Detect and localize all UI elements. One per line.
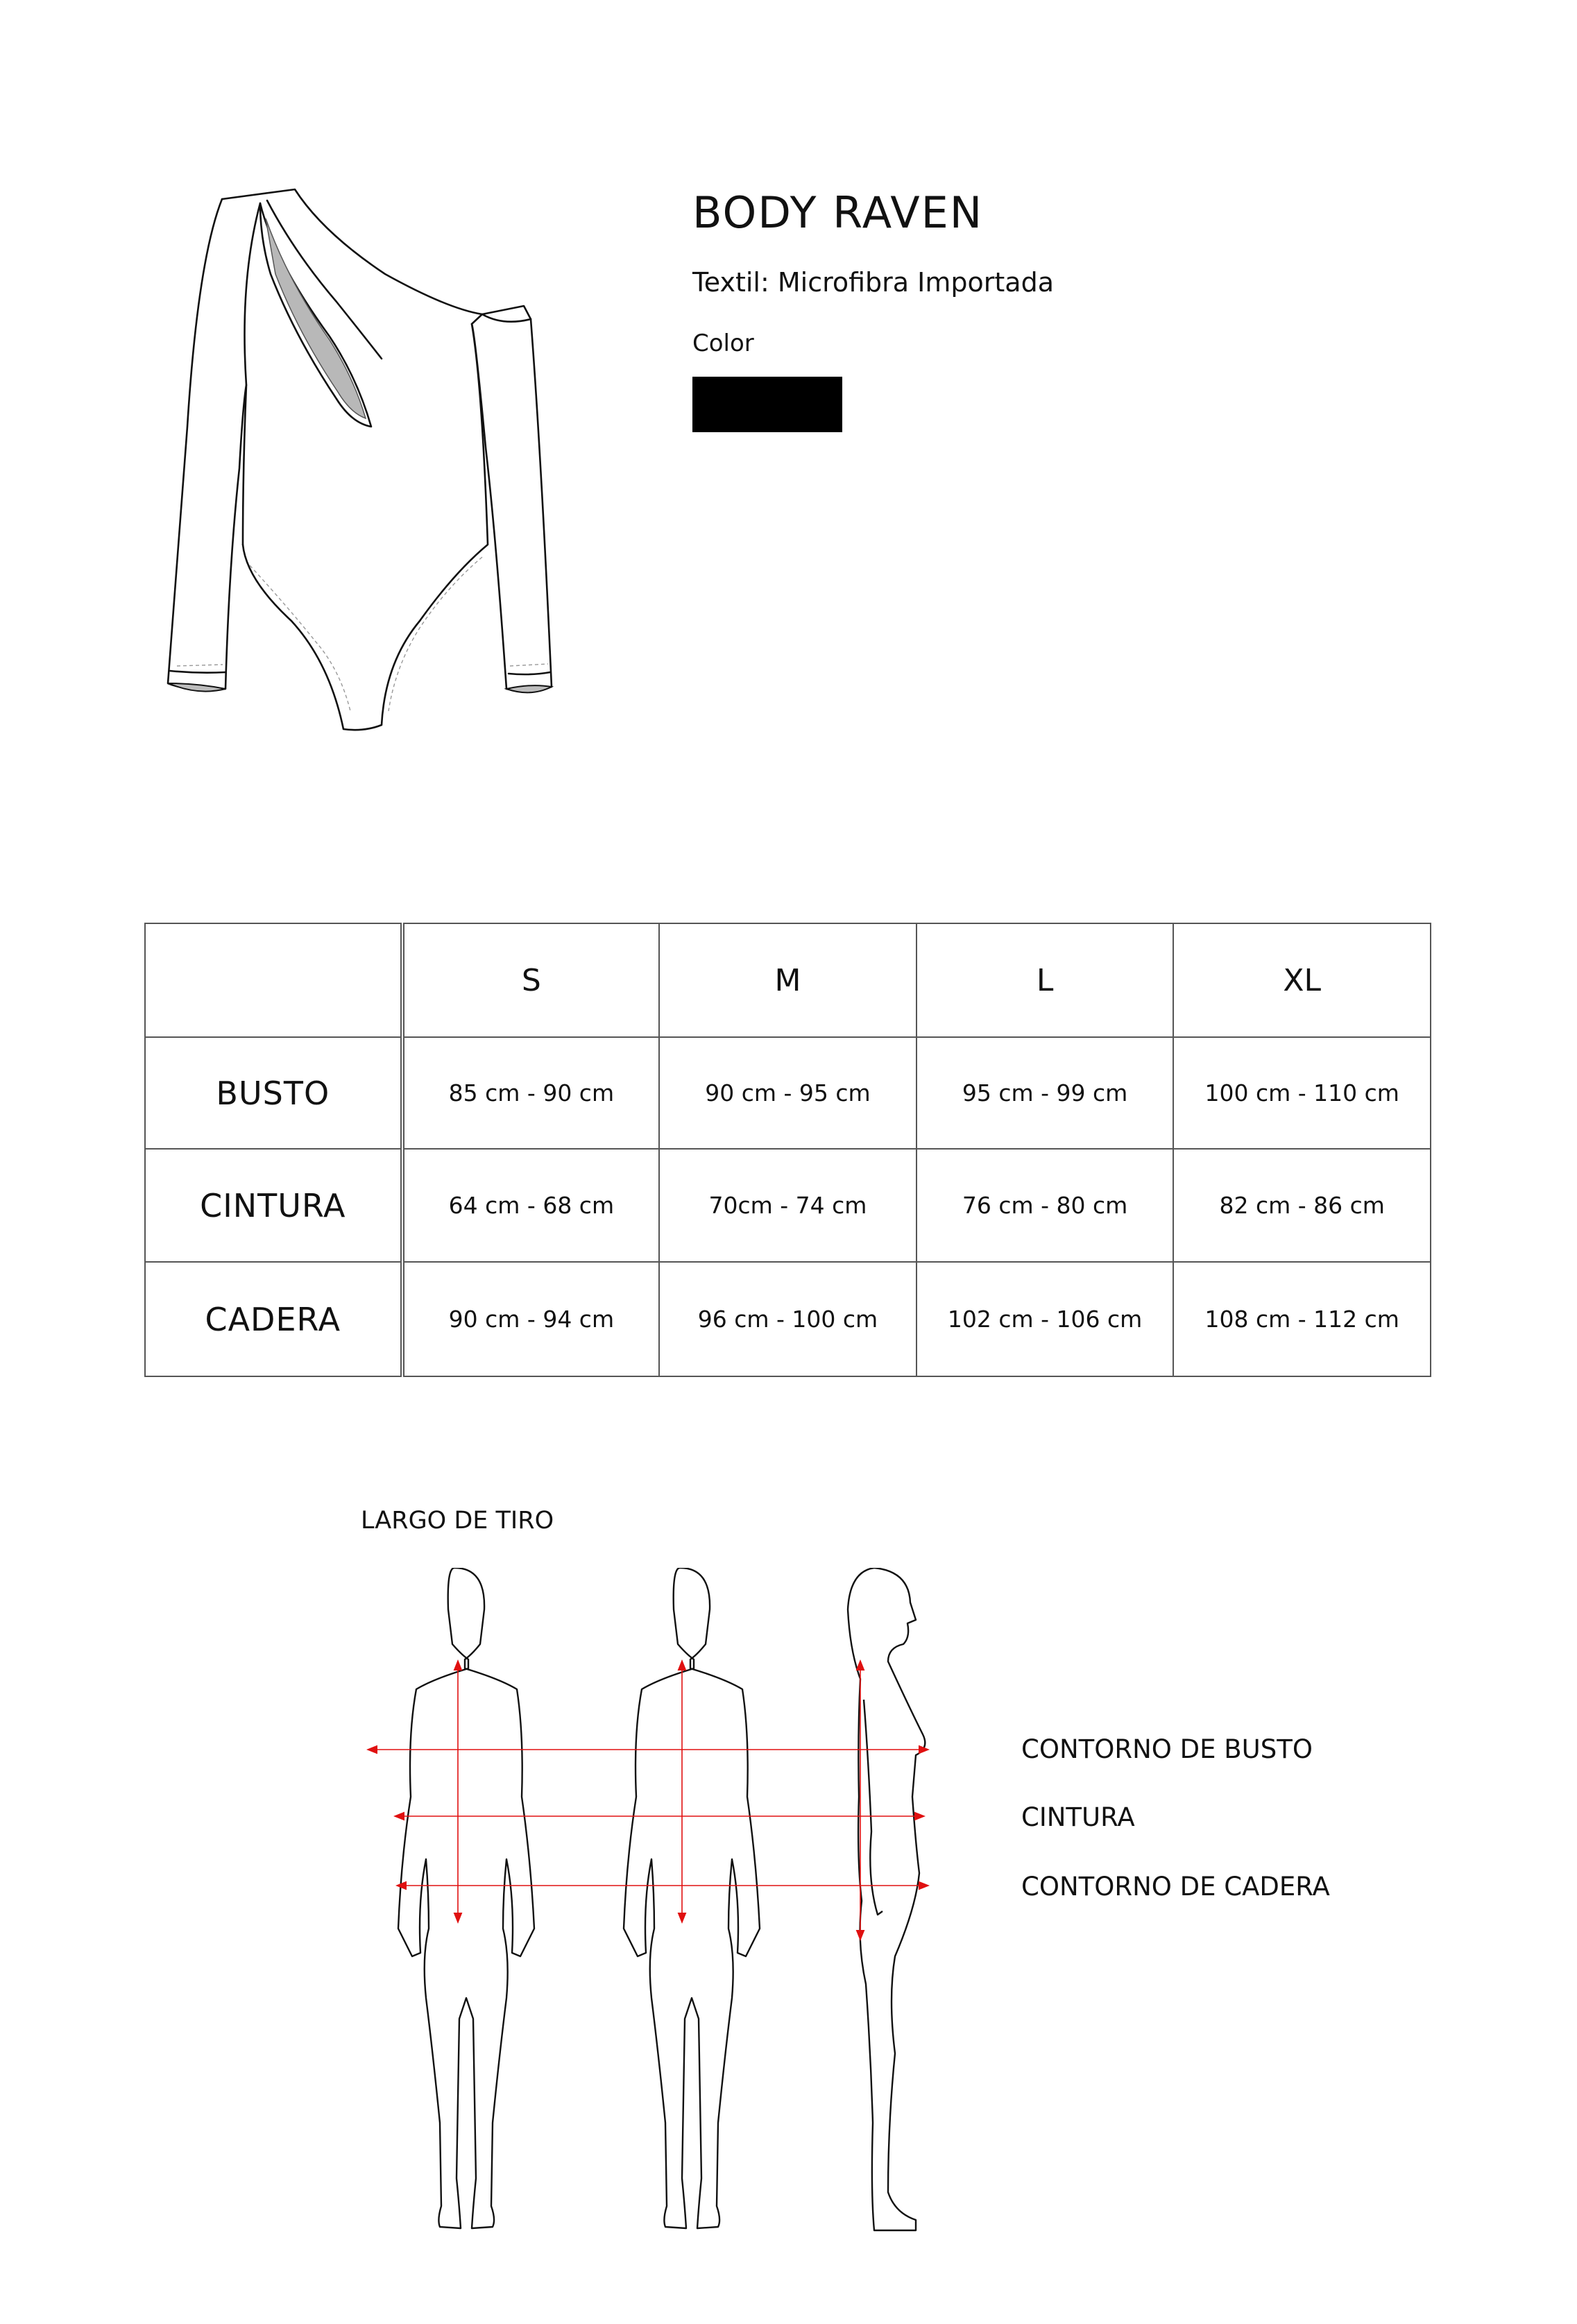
table-header-row [145,923,1431,1037]
table-cell: 96 cm - 100 cm [659,1262,917,1376]
header-cell-m: M [659,923,917,1037]
front-figure [398,1568,534,2228]
header-cell-empty [145,923,402,1037]
table-row-cintura [145,1149,1431,1262]
table-cell: 90 cm - 95 cm [659,1037,917,1149]
header-cell-l: L [917,923,1174,1037]
table-cell: 64 cm - 68 cm [402,1149,660,1262]
table-cell: 100 cm - 110 cm [1173,1037,1431,1149]
header-cell-xl: XL [1173,923,1431,1037]
size-chart-table [144,923,1431,1377]
side-figure [848,1568,925,2230]
product-title: BODY RAVEN [692,187,984,238]
table-cell: 70cm - 74 cm [659,1149,917,1262]
legend-contorno-busto: CONTORNO DE BUSTO [1021,1734,1313,1764]
row-label: CINTURA [145,1149,402,1262]
table-cell: 90 cm - 94 cm [402,1262,660,1376]
row-label: BUSTO [145,1037,402,1149]
largo-de-tiro-label: LARGO DE TIRO [361,1507,554,1535]
measurement-figures [361,1568,999,2248]
table-row-busto [145,1037,1431,1149]
table-cell: 85 cm - 90 cm [402,1037,660,1149]
back-figure [624,1568,760,2228]
table-cell: 102 cm - 106 cm [917,1262,1174,1376]
textile-info: Textil: Microfibra Importada [692,267,1054,298]
color-label: Color [692,330,754,357]
table-row-cadera [145,1262,1431,1376]
table-cell: 76 cm - 80 cm [917,1149,1174,1262]
table-cell: 82 cm - 86 cm [1173,1149,1431,1262]
bodysuit-sketch [156,177,586,753]
table-cell: 108 cm - 112 cm [1173,1262,1431,1376]
color-swatch-black[interactable] [692,377,842,432]
legend-cintura: CINTURA [1021,1802,1135,1832]
table-cell: 95 cm - 99 cm [917,1037,1174,1149]
header-cell-s: S [402,923,660,1037]
row-label: CADERA [145,1262,402,1376]
legend-contorno-cadera: CONTORNO DE CADERA [1021,1872,1330,1902]
